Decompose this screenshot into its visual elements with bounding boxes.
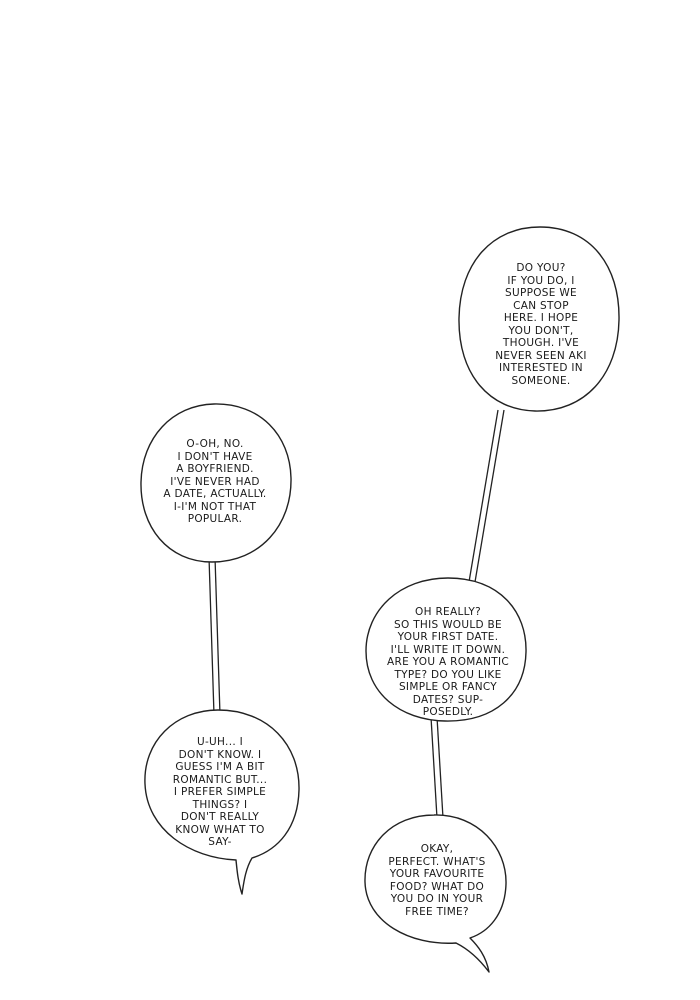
dialogue-do-you: DO YOU? IF YOU DO, I SUPPOSE WE CAN STOP HERE. I HOPE YOU DON'T, THOUGH. I'VE NEVER SEEN AKI INTERESTED IN SOMEONE. — [495, 262, 587, 387]
dialogue-oh-no: O-OH, NO. I DON'T HAVE A BOYFRIEND. I'VE NEVER HAD A DATE, ACTUALLY. I-I'M NOT THAT POPULAR. — [163, 438, 267, 525]
bubble-connector-right-top — [469, 410, 504, 582]
bubble-connector-right-bottom — [431, 717, 443, 818]
dialogue-u-uh: U-UH... I DON'T KNOW. I GUESS I'M A BIT ROMANTIC BUT... I PREFER SIMPLE THINGS? I DON'T REALLY KNOW WHAT TO SAY- — [172, 736, 268, 848]
dialogue-oh-really: OH REALLY? SO THIS WOULD BE YOUR FIRST DATE. I'LL WRITE IT DOWN. ARE YOU A ROMANTIC TYPE? DO YOU LIKE SIMPLE OR FANCY DATES? SUP- POSEDLY. — [387, 606, 509, 718]
dialogue-okay: OKAY, PERFECT. WHAT'S YOUR FAVOURITE FOOD? WHAT DO YOU DO IN YOUR FREE TIME? — [388, 843, 486, 918]
bubble-connector-left — [209, 557, 220, 715]
